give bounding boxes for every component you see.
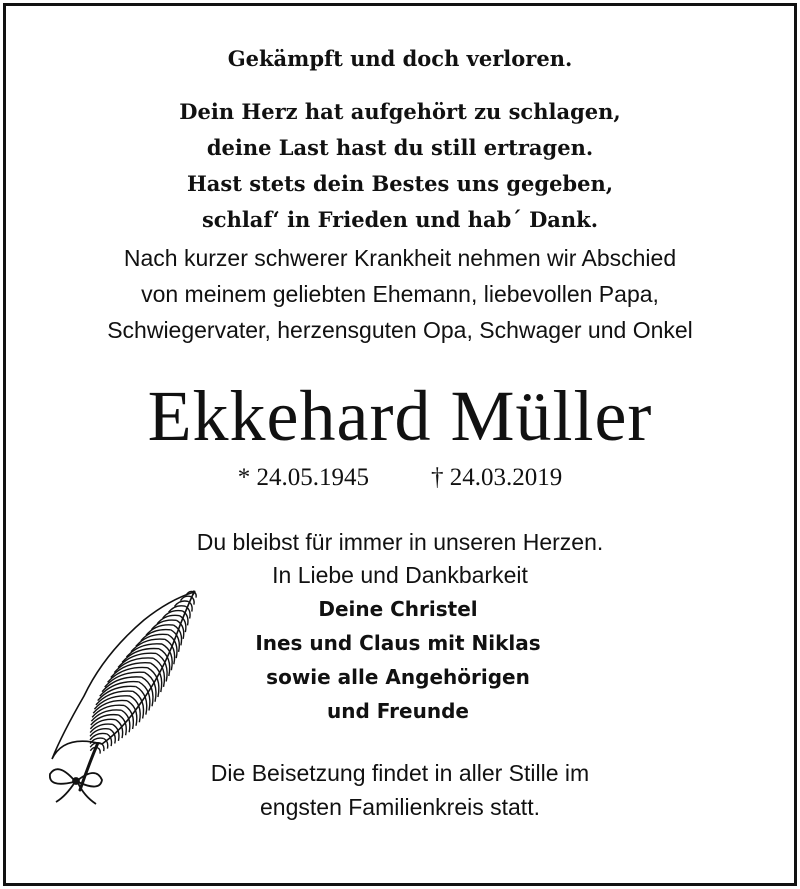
deceased-name: Ekkehard Müller <box>147 376 653 456</box>
intro-text <box>6 240 794 348</box>
signer-line: und Freunde <box>327 699 469 723</box>
poem-line: Hast stets dein Bestes uns gegeben, <box>186 171 614 196</box>
intro-line: Schwiegervater, herzensguten Opa, Schwager und Onkel <box>107 317 693 343</box>
mourning-text <box>6 526 794 592</box>
birth-date: * 24.05.1945 <box>237 464 369 491</box>
mourning-line: In Liebe und Dankbarkeit <box>272 562 528 588</box>
obituary-notice <box>3 3 797 886</box>
poem-line: schlaf‘ in Frieden und hab´ Dank. <box>201 207 599 232</box>
life-dates <box>6 464 794 492</box>
poem-line: Dein Herz hat aufgehört zu schlagen, <box>179 99 621 124</box>
intro-line: von meinem geliebten Ehemann, liebevollen Papa, <box>141 281 659 307</box>
poem-line: deine Last hast du still ertragen. <box>206 135 594 160</box>
signer-line: Deine Christel <box>318 597 478 621</box>
death-date: † 24.03.2019 <box>431 464 563 491</box>
signer-line: sowie alle Angehörigen <box>266 665 530 689</box>
feather-icon <box>44 584 204 806</box>
burial-line: engsten Familienkreis statt. <box>260 794 540 820</box>
signer-line: Ines und Claus mit Niklas <box>255 631 541 655</box>
mourning-line: Du bleibst für immer in unseren Herzen. <box>196 529 604 555</box>
motto: Gekämpft und doch verloren. <box>227 46 573 71</box>
burial-line: Die Beisetzung findet in aller Stille im <box>210 760 590 786</box>
intro-line: Nach kurzer schwerer Krankheit nehmen wir Abschied <box>123 245 677 271</box>
poem <box>6 94 794 238</box>
